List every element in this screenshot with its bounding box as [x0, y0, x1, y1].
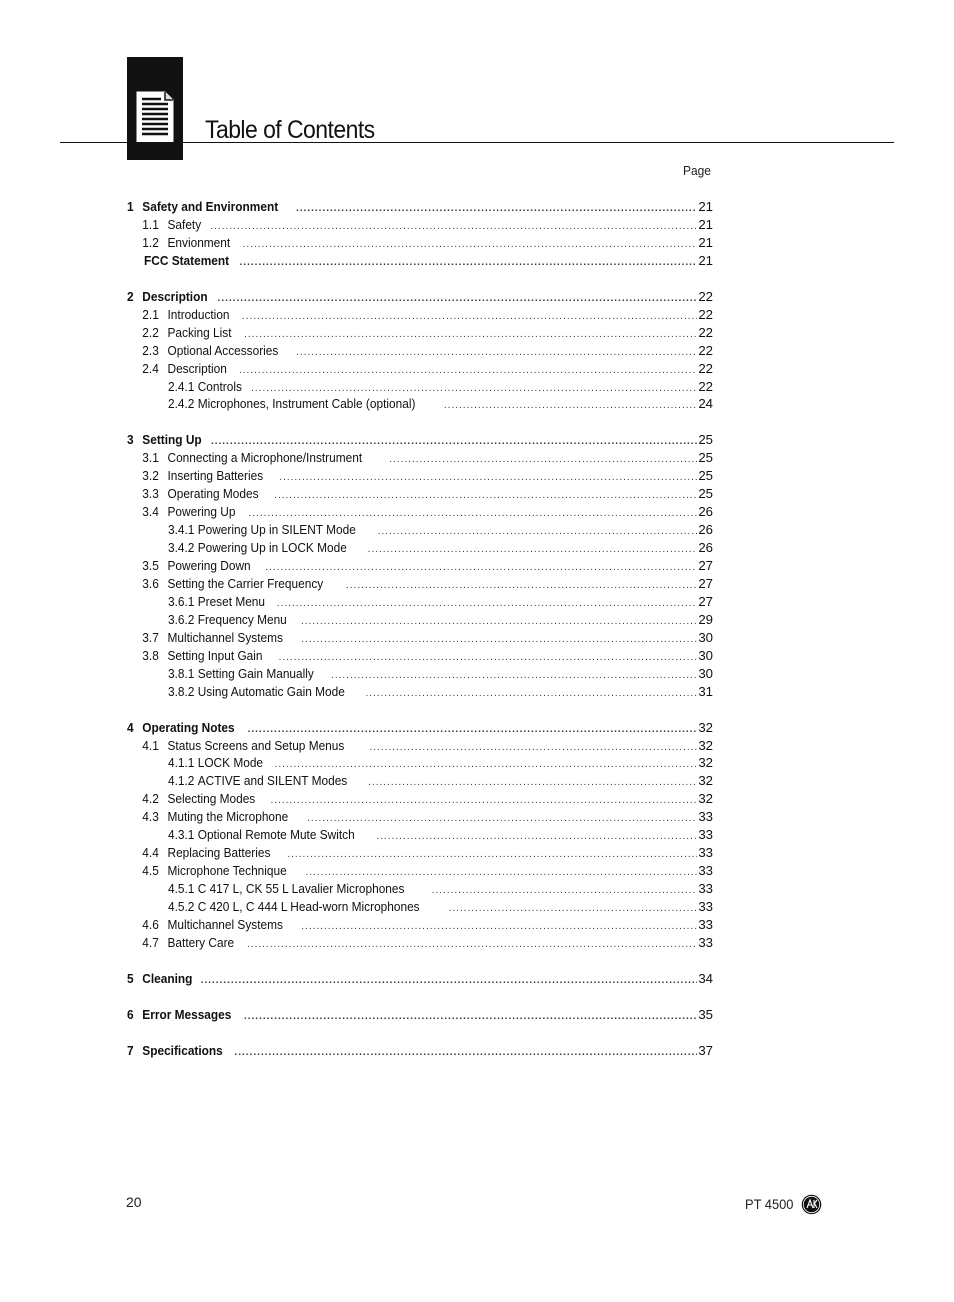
- toc-entry[interactable]: [127, 916, 713, 934]
- toc-entry-number: 4.4: [142, 845, 159, 861]
- toc-entry-number: 4.2: [142, 791, 159, 807]
- toc-entry-page: 32: [698, 773, 713, 789]
- toc-entry-title: C 417 L, CK 55 L Lavalier Microphones: [197, 881, 405, 897]
- toc-entry-title: Operating Modes: [167, 486, 259, 502]
- toc-entry[interactable]: [127, 1006, 713, 1024]
- toc-entry-number: 4.5.1: [168, 881, 195, 897]
- toc-entry-title: Replacing Batteries: [167, 845, 271, 861]
- toc-entry[interactable]: [127, 593, 713, 611]
- toc-entry-label: [168, 378, 242, 396]
- toc-entry-page: 33: [698, 917, 713, 932]
- toc-entry-number: 3.8: [142, 647, 159, 663]
- toc-entry-page: 26: [698, 522, 713, 538]
- toc-entry-page: 27: [698, 593, 713, 609]
- toc-entry-page: 32: [698, 719, 713, 735]
- toc-entry-title: Using Automatic Gain Mode: [197, 683, 345, 699]
- toc-entry-page: 29: [698, 611, 713, 627]
- toc-entry-label: [168, 539, 347, 557]
- toc-entry[interactable]: [127, 575, 713, 593]
- toc-entry-page: 21: [698, 234, 713, 250]
- toc-entry-number: 3.4.2: [168, 540, 195, 556]
- toc-entry[interactable]: [127, 234, 713, 252]
- toc-entry[interactable]: [127, 719, 713, 737]
- toc-entry-number: 2.4.1: [168, 378, 195, 394]
- toc-entry-number: 3.2: [142, 468, 159, 484]
- toc-entry[interactable]: [127, 360, 713, 378]
- toc-entry-title: LOCK Mode: [197, 755, 264, 771]
- toc-entry-number: 3.8.1: [168, 665, 195, 681]
- toc-entry-page: 22: [698, 288, 713, 304]
- toc-entry-title: Microphones, Instrument Cable (optional): [197, 396, 416, 412]
- toc-entry-label: [168, 880, 404, 898]
- toc-entry-number: 4.5.2: [168, 899, 195, 915]
- toc-entry-number: 3.4: [142, 504, 159, 520]
- toc-entry-number: 2.3: [142, 342, 159, 358]
- toc-entry-page: 21: [698, 252, 713, 268]
- toc-leader-dots: [365, 685, 697, 703]
- toc-entry[interactable]: [127, 198, 713, 216]
- toc-entry[interactable]: [127, 503, 713, 521]
- toc-entry-title: ACTIVE and SILENT Modes: [197, 773, 348, 789]
- document-icon: [135, 90, 175, 144]
- toc-entry-label: [144, 252, 229, 270]
- toc-entry-number: 3.3: [142, 486, 159, 502]
- toc-entry-number: 2: [127, 288, 134, 304]
- toc-entry-page: 33: [698, 934, 713, 950]
- toc-entry-number: 3.4.1: [168, 522, 195, 538]
- toc-leader-dots: [444, 397, 697, 415]
- toc-entry-page: 33: [698, 827, 713, 843]
- toc-entry-title: Error Messages: [142, 1006, 232, 1022]
- toc-entry-title: Setting Up: [142, 432, 202, 448]
- toc-entry-title: Frequency Menu: [197, 611, 287, 627]
- toc-entry-number: 2.2: [142, 324, 159, 340]
- toc-entry[interactable]: [127, 467, 713, 485]
- toc-entry-label: [127, 1006, 231, 1024]
- toc-entry[interactable]: [127, 629, 713, 647]
- toc-entry-number: 3: [127, 432, 134, 448]
- toc-entry[interactable]: [127, 395, 713, 413]
- toc-entry-title: Setting Gain Manually: [197, 665, 314, 681]
- toc-entry-label: [127, 288, 208, 306]
- toc-entry-label: [127, 198, 278, 216]
- toc-entry-page: 27: [698, 575, 713, 591]
- toc-entry[interactable]: [127, 880, 713, 898]
- toc-entry[interactable]: [127, 862, 713, 880]
- toc-entry-number: 4: [127, 719, 134, 735]
- product-name: PT 4500: [745, 1196, 794, 1212]
- toc-entry-page: 33: [698, 863, 713, 879]
- toc-entry-number: 2.1: [142, 306, 159, 322]
- toc-entry-label: [127, 790, 255, 808]
- toc-entry-number: 4.6: [142, 917, 159, 932]
- toc-entry[interactable]: [127, 826, 713, 844]
- toc-entry-number: 3.5: [142, 558, 159, 573]
- toc-entry-page: 25: [698, 432, 713, 448]
- toc-entry-page: 25: [698, 468, 713, 484]
- toc-entry[interactable]: [127, 611, 713, 629]
- toc-entry-number: 4.1.1: [168, 755, 195, 771]
- toc-entry-page: 33: [698, 809, 713, 825]
- toc-entry[interactable]: [127, 844, 713, 862]
- toc-leader-dots: [234, 1044, 697, 1062]
- toc-entry[interactable]: [127, 216, 713, 234]
- toc-entry-title: Multichannel Systems: [167, 629, 283, 645]
- toc-entry-page: 21: [698, 199, 713, 214]
- toc-entry[interactable]: [127, 737, 713, 755]
- toc-entry-page: 27: [698, 558, 713, 573]
- toc-entry-label: [127, 629, 283, 647]
- toc-leader-dots: [201, 972, 698, 990]
- toc-entry-label: [127, 808, 288, 826]
- toc-entry-number: 7: [127, 1042, 134, 1058]
- toc-entry-title: Optional Accessories: [167, 342, 279, 358]
- toc-entry-label: [168, 772, 347, 790]
- toc-entry-number: 5: [127, 970, 134, 986]
- toc-entry-title: Description: [142, 288, 208, 304]
- toc-entry-page: 34: [698, 970, 713, 986]
- toc-entry-label: [127, 485, 259, 503]
- toc-entry-title: Connecting a Microphone/Instrument: [167, 450, 363, 466]
- toc-entry[interactable]: [127, 431, 713, 449]
- toc-entry-number: 2.4: [142, 360, 159, 376]
- toc-entry-page: 30: [698, 647, 713, 663]
- toc-leader-dots: [247, 936, 697, 954]
- toc-entry-title: FCC Statement: [144, 252, 230, 268]
- toc-entry-title: Specifications: [142, 1042, 223, 1058]
- toc-entry-number: 4.3.1: [168, 827, 195, 843]
- toc-entry-label: [127, 234, 230, 252]
- toc-entry-title: Introduction: [167, 306, 230, 322]
- toc-entry[interactable]: [127, 665, 713, 683]
- toc-entry-page: 22: [698, 378, 713, 394]
- toc-entry[interactable]: [127, 683, 713, 701]
- toc-entry-title: Inserting Batteries: [167, 468, 264, 484]
- toc-entry-label: [168, 593, 265, 611]
- toc-entry-label: [127, 719, 235, 737]
- toc-entry-label: [127, 737, 344, 755]
- toc-entry-number: 3.6: [142, 575, 159, 591]
- toc-entry-page: 24: [698, 396, 713, 412]
- toc-entry-page: 32: [698, 755, 713, 771]
- toc-entry-label: [127, 216, 201, 234]
- toc-entry-number: 3.6.1: [168, 593, 195, 609]
- toc-entry[interactable]: [127, 808, 713, 826]
- toc-entry[interactable]: [127, 934, 713, 952]
- toc-entry-page: 33: [698, 845, 713, 861]
- toc-entry-title: Setting Input Gain: [167, 647, 263, 663]
- toc-entry-title: Muting the Microphone: [167, 809, 289, 825]
- toc-entry[interactable]: [127, 1042, 713, 1060]
- toc-entry-label: [127, 862, 287, 880]
- toc-entry-title: Packing List: [167, 324, 232, 340]
- page-column-label: Page: [683, 163, 711, 178]
- toc-entry-label: [168, 683, 345, 701]
- toc-entry-title: Powering Down: [167, 558, 251, 573]
- toc-entry-label: [127, 575, 323, 593]
- toc-entry-title: Powering Up in SILENT Mode: [197, 522, 356, 538]
- toc-entry-title: Safety: [167, 216, 202, 232]
- toc-entry-label: [168, 826, 355, 844]
- toc-entry-title: Envionment: [167, 234, 231, 250]
- toc-entry-number: 1.2: [142, 234, 159, 250]
- toc-entry-page: 22: [698, 324, 713, 340]
- toc-entry-label: [168, 665, 314, 683]
- toc-entry-page: 26: [698, 540, 713, 556]
- toc-entry-page: 33: [698, 881, 713, 897]
- toc-entry-page: 25: [698, 486, 713, 502]
- toc-leader-dots: [244, 1008, 697, 1026]
- toc-entry-page: 25: [698, 450, 713, 466]
- toc-entry-title: C 420 L, C 444 L Head-worn Microphones: [197, 899, 420, 915]
- toc-leader-dots: [240, 254, 698, 272]
- toc-entry-title: Multichannel Systems: [167, 917, 283, 932]
- page-number: 20: [126, 1194, 142, 1210]
- toc-entry-label: [127, 647, 263, 665]
- toc-entry-title: Setting the Carrier Frequency: [167, 575, 324, 591]
- toc-entry-title: Battery Care: [167, 934, 235, 950]
- toc-entry[interactable]: [127, 754, 713, 772]
- toc-entry-page: 26: [698, 504, 713, 520]
- toc-entry[interactable]: [127, 898, 713, 916]
- toc-entry-number: 3.6.2: [168, 611, 195, 627]
- toc-entry-label: [127, 467, 263, 485]
- toc-entry-page: 22: [698, 360, 713, 376]
- header-rule: [60, 142, 894, 143]
- toc-entry-number: 4.7: [142, 934, 159, 950]
- toc-entry[interactable]: [127, 324, 713, 342]
- toc-entry-page: 32: [698, 791, 713, 807]
- toc-entry-number: 4.5: [142, 863, 159, 879]
- toc-entry-number: 3.1: [142, 450, 159, 466]
- toc-entry-label: [127, 431, 202, 449]
- toc-entry-label: [127, 324, 231, 342]
- toc-entry-number: 6: [127, 1006, 134, 1022]
- toc-entry-title: Controls: [197, 378, 242, 394]
- toc-entry[interactable]: [127, 485, 713, 503]
- toc-entry-title: Cleaning: [142, 970, 193, 986]
- header-block: [127, 57, 183, 160]
- toc-entry[interactable]: [127, 449, 713, 467]
- toc-entry-title: Powering Up: [167, 504, 236, 520]
- toc-entry[interactable]: [127, 521, 713, 539]
- toc-entry-number: 1.1: [142, 216, 159, 232]
- toc-entry-page: 31: [698, 683, 713, 699]
- toc-entry-title: Description: [167, 360, 227, 376]
- toc-entry-number: 3.8.2: [168, 683, 195, 699]
- page-title: Table of Contents: [205, 116, 375, 144]
- toc-entry-page: 21: [698, 216, 713, 232]
- toc-entry[interactable]: [127, 539, 713, 557]
- toc-entry-label: [168, 395, 415, 413]
- toc-entry-page: 22: [698, 306, 713, 322]
- toc-entry-label: [168, 898, 420, 916]
- toc-entry-title: Operating Notes: [142, 719, 235, 735]
- toc-entry-title: Optional Remote Mute Switch: [197, 827, 355, 843]
- toc-entry-page: 33: [698, 899, 713, 915]
- toc-entry-number: 3.7: [142, 629, 159, 645]
- toc-entry-label: [168, 754, 263, 772]
- toc-entry-label: [127, 1042, 223, 1060]
- toc-entry-label: [127, 934, 234, 952]
- toc-entry-label: [127, 342, 278, 360]
- toc-entry-number: 2.4.2: [168, 396, 195, 412]
- toc-entry-number: 4.3: [142, 809, 159, 825]
- toc-entry-title: Safety and Environment: [142, 199, 279, 214]
- toc-entry[interactable]: [127, 288, 713, 306]
- toc-entry-label: [127, 970, 192, 988]
- toc-entry-number: 4.1.2: [168, 773, 195, 789]
- toc-entry-label: [127, 449, 362, 467]
- toc-entry[interactable]: [127, 970, 713, 988]
- toc-entry-label: [127, 844, 270, 862]
- toc-entry[interactable]: [127, 647, 713, 665]
- toc-entry-label: [168, 521, 356, 539]
- toc-entry-page: 32: [698, 737, 713, 753]
- toc-entry-label: [127, 557, 251, 575]
- toc-entry-label: [127, 306, 230, 324]
- toc-entry[interactable]: [127, 790, 713, 808]
- toc-entry[interactable]: [127, 772, 713, 790]
- toc-entry-label: [127, 360, 227, 378]
- toc-entry-title: Microphone Technique: [167, 863, 287, 879]
- toc-entry-title: Powering Up in LOCK Mode: [197, 540, 347, 556]
- toc-entry-label: [168, 611, 287, 629]
- toc-entry-title: Status Screens and Setup Menus: [167, 737, 345, 753]
- toc-entry[interactable]: [127, 378, 713, 396]
- toc-entry[interactable]: [127, 557, 713, 575]
- toc-entry[interactable]: [127, 342, 713, 360]
- toc-entry-page: 35: [698, 1006, 713, 1022]
- toc-entry-page: 22: [698, 342, 713, 358]
- toc-entry-page: 30: [698, 629, 713, 645]
- akg-logo-icon: [801, 1194, 822, 1215]
- toc-entry-number: 4.1: [142, 737, 159, 753]
- toc-entry[interactable]: [127, 252, 713, 270]
- toc-entry-page: 37: [698, 1042, 713, 1058]
- toc-entry-title: Preset Menu: [197, 593, 266, 609]
- toc-entry-page: 30: [698, 665, 713, 681]
- toc-entry-label: [127, 916, 283, 934]
- toc-entry[interactable]: [127, 306, 713, 324]
- toc-entry-title: Selecting Modes: [167, 791, 256, 807]
- toc-entry-number: 1: [127, 199, 134, 214]
- toc-entry-label: [127, 503, 235, 521]
